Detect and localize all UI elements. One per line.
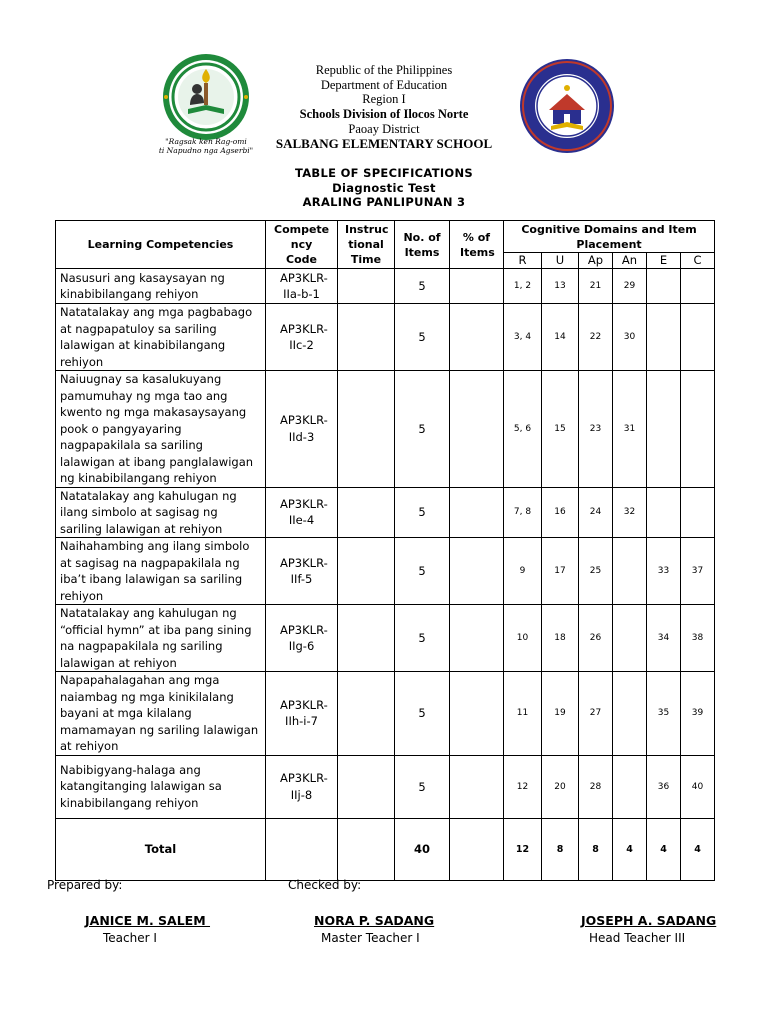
domain-c-cell: 38 — [681, 605, 715, 672]
total-domain-an: 4 — [613, 818, 647, 880]
competency-code: AP3KLR-IIh-i-7 — [280, 697, 328, 729]
domain-e-cell: 35 — [647, 672, 681, 756]
domain-ap-cell: 25 — [579, 538, 613, 605]
domain-u-cell: 15 — [542, 371, 579, 488]
domain-ap-cell: 23 — [579, 371, 613, 488]
competency-cell: Nasusuri ang kasaysayan ng kinabibilangang rehiyon — [56, 269, 266, 304]
competency-code-cell — [266, 487, 338, 538]
header-percent — [450, 221, 504, 269]
domain-an-cell: 29 — [613, 269, 647, 304]
domain-c-cell: 40 — [681, 755, 715, 818]
domain-u-cell: 19 — [542, 672, 579, 756]
header-percent-text: % of Items — [460, 230, 495, 259]
competency-code-cell — [266, 371, 338, 488]
domain-c-cell — [681, 269, 715, 304]
domain-u-cell: 14 — [542, 304, 579, 371]
percent-items-cell — [450, 672, 504, 756]
percent-items-cell — [450, 487, 504, 538]
percent-items-cell — [450, 755, 504, 818]
signatory-name-3: JOSEPH A. SADANG — [581, 913, 717, 928]
header-time-text: Instruc tional Time — [345, 223, 389, 266]
competency-code: AP3KLR-IIc-2 — [280, 321, 328, 352]
domain-e-cell: 33 — [647, 538, 681, 605]
header-republic: Republic of the Philippines — [315, 63, 453, 77]
domain-r-cell: 10 — [504, 605, 542, 672]
deped-motto-line2: ti Napudno nga Agserbi" — [158, 146, 254, 155]
domain-r-cell: 5, 6 — [504, 371, 542, 488]
checked-by-label: Checked by: — [288, 878, 362, 892]
header-division: Schools Division of Ilocos Norte — [299, 107, 469, 122]
instructional-time-cell — [338, 487, 395, 538]
domain-ap-cell: 21 — [579, 269, 613, 304]
domain-u-cell: 13 — [542, 269, 579, 304]
competency-cell: Natatalakay ang kahulugan ng “official hymn” at iba pang sining na nagpapakilala ng sariling lalawigan at rehiyon — [56, 605, 266, 672]
competency-cell: Natatalakay ang mga pagbabago at nagpapatuloy sa sariling lalawigan at kinabibilangang rehiyon — [56, 304, 266, 371]
competency-code-cell — [266, 605, 338, 672]
domain-c-cell: 39 — [681, 672, 715, 756]
header-competencies: Learning Competencies — [56, 221, 266, 269]
competency-cell: Napapahalagahan ang mga naiambag ng mga kinikilalang bayani at mga kilalang mamamayan ng sariling lalawigan at rehiyon — [56, 672, 266, 756]
domain-an-cell: 31 — [613, 371, 647, 488]
items-count-cell: 5 — [395, 538, 450, 605]
domain-an-cell: 32 — [613, 487, 647, 538]
competency-cell: Naihahambing ang ilang simbolo at sagisag na nagpapakilala ng iba’t ibang lalawigan sa sariling rehiyon — [56, 538, 266, 605]
domain-e-cell — [647, 371, 681, 488]
header-district: Paoay District — [348, 121, 420, 136]
prepared-by-label: Prepared by: — [47, 878, 123, 892]
domain-an-cell — [613, 672, 647, 756]
domain-e-cell — [647, 269, 681, 304]
domain-an-cell — [613, 538, 647, 605]
table-row — [56, 371, 715, 488]
total-percent-cell — [450, 818, 504, 880]
header-code — [266, 221, 338, 269]
title-line-1: TABLE OF SPECIFICATIONS — [294, 166, 473, 180]
items-count-cell: 5 — [395, 755, 450, 818]
percent-items-cell — [450, 538, 504, 605]
competency-code: AP3KLR-IIg-6 — [280, 622, 328, 653]
competency-code-cell — [266, 672, 338, 756]
total-domain-r: 12 — [504, 818, 542, 880]
domain-e-cell — [647, 304, 681, 371]
total-items: 40 — [395, 818, 450, 880]
domain-u-cell: 18 — [542, 605, 579, 672]
instructional-time-cell — [338, 672, 395, 756]
signatory-role-1: Teacher I — [103, 931, 157, 945]
domain-an-cell: 30 — [613, 304, 647, 371]
percent-items-cell — [450, 304, 504, 371]
domain-ap-cell: 27 — [579, 672, 613, 756]
instructional-time-cell — [338, 605, 395, 672]
header-department: Department of Education — [320, 77, 448, 92]
total-row — [56, 818, 715, 880]
table-body — [56, 269, 715, 819]
competency-code-cell — [266, 538, 338, 605]
domain-label-an: An — [613, 253, 647, 269]
competency-code: AP3KLR-IIj-8 — [280, 771, 328, 802]
domain-ap-cell: 22 — [579, 304, 613, 371]
domain-e-cell — [647, 487, 681, 538]
table-row — [56, 605, 715, 672]
percent-items-cell — [450, 605, 504, 672]
instructional-time-cell — [338, 371, 395, 488]
domain-r-cell: 3, 4 — [504, 304, 542, 371]
domain-c-cell: 37 — [681, 538, 715, 605]
header-code-text: Compete ncy Code — [274, 223, 330, 266]
domain-label-u: U — [542, 253, 579, 269]
competency-code: AP3KLR-IIf-5 — [280, 555, 328, 586]
instructional-time-cell — [338, 304, 395, 371]
domain-c-cell — [681, 304, 715, 371]
instructional-time-cell — [338, 755, 395, 818]
competency-code: AP3KLR-IIe-4 — [280, 496, 328, 528]
instructional-time-cell — [338, 269, 395, 304]
total-domain-u: 8 — [542, 818, 579, 880]
table-row — [56, 755, 715, 818]
header-domains — [504, 221, 715, 253]
domain-an-cell — [613, 605, 647, 672]
items-count-cell: 5 — [395, 487, 450, 538]
total-code-cell — [266, 818, 338, 880]
domain-r-cell: 11 — [504, 672, 542, 756]
competency-cell: Natatalakay ang kahulugan ng ilang simbolo at sagisag ng sariling lalawigan at rehiyon — [56, 487, 266, 538]
domain-r-cell: 7, 8 — [504, 487, 542, 538]
table-row — [56, 538, 715, 605]
table-footer — [56, 818, 715, 880]
items-count-cell: 5 — [395, 304, 450, 371]
domain-ap-cell: 24 — [579, 487, 613, 538]
title-line-3: ARALING PANLIPUNAN 3 — [302, 195, 466, 209]
table-row — [56, 672, 715, 756]
items-count-cell: 5 — [395, 371, 450, 488]
table-header — [56, 221, 715, 269]
domain-c-cell — [681, 371, 715, 488]
percent-items-cell — [450, 269, 504, 304]
total-time-cell — [338, 818, 395, 880]
domain-r-cell: 1, 2 — [504, 269, 542, 304]
competency-cell: Nabibigyang-halaga ang katangitanging lalawigan sa kinabibilangang rehiyon — [56, 755, 266, 818]
signatory-role-3: Head Teacher III — [589, 931, 686, 945]
domain-c-cell — [681, 487, 715, 538]
percent-items-cell — [450, 371, 504, 488]
domain-label-ap: Ap — [579, 253, 613, 269]
domain-ap-cell: 28 — [579, 755, 613, 818]
domain-e-cell: 34 — [647, 605, 681, 672]
domain-u-cell: 16 — [542, 487, 579, 538]
table-row — [56, 269, 715, 304]
competency-code: AP3KLR-IIa-b-1 — [280, 270, 328, 301]
header-time — [338, 221, 395, 269]
items-count-cell: 5 — [395, 269, 450, 304]
domain-label-e: E — [647, 253, 681, 269]
domain-e-cell: 36 — [647, 755, 681, 818]
total-label: Total — [56, 818, 266, 880]
domain-label-r: R — [504, 253, 542, 269]
signatory-role-2: Master Teacher I — [321, 931, 420, 945]
signatory-name-2: NORA P. SADANG — [314, 913, 435, 928]
header-items-text: No. of Items — [403, 230, 441, 259]
domain-r-cell: 12 — [504, 755, 542, 818]
domain-u-cell: 20 — [542, 755, 579, 818]
items-count-cell: 5 — [395, 605, 450, 672]
items-count-cell: 5 — [395, 672, 450, 756]
total-domain-c: 4 — [681, 818, 715, 880]
competency-code-cell — [266, 269, 338, 304]
domain-u-cell: 17 — [542, 538, 579, 605]
deped-motto-line1: "Ragsak ken Rag-omi — [165, 137, 247, 146]
competency-code-cell — [266, 304, 338, 371]
total-domain-e: 4 — [647, 818, 681, 880]
document-title — [180, 166, 588, 210]
title-line-2: Diagnostic Test — [332, 180, 436, 195]
header-domains-text: Cognitive Domains and Item Placement — [521, 222, 697, 251]
header-school: SALBANG ELEMENTARY SCHOOL — [275, 135, 493, 151]
domain-an-cell — [613, 755, 647, 818]
instructional-time-cell — [338, 538, 395, 605]
total-domain-ap: 8 — [579, 818, 613, 880]
header-items — [395, 221, 450, 269]
domain-r-cell: 9 — [504, 538, 542, 605]
competency-code-cell — [266, 755, 338, 818]
table-row — [56, 487, 715, 538]
competency-code: AP3KLR-IId-3 — [280, 413, 328, 444]
competency-cell: Naiuugnay sa kasalukuyang pamumuhay ng mga tao ang kwento ng mga makasaysayang pook o pangyayaring nagpapakilala sa sariling lalawigan at ibang panglalawigan ng kinabibilangang rehiyon — [56, 371, 266, 488]
signatory-name-1: JANICE M. SALEM — [85, 913, 211, 928]
domain-label-c: C — [681, 253, 715, 269]
agency-header — [200, 63, 568, 151]
domain-ap-cell: 26 — [579, 605, 613, 672]
table-row — [56, 304, 715, 371]
specifications-table — [55, 220, 715, 881]
header-region: Region I — [362, 92, 406, 107]
